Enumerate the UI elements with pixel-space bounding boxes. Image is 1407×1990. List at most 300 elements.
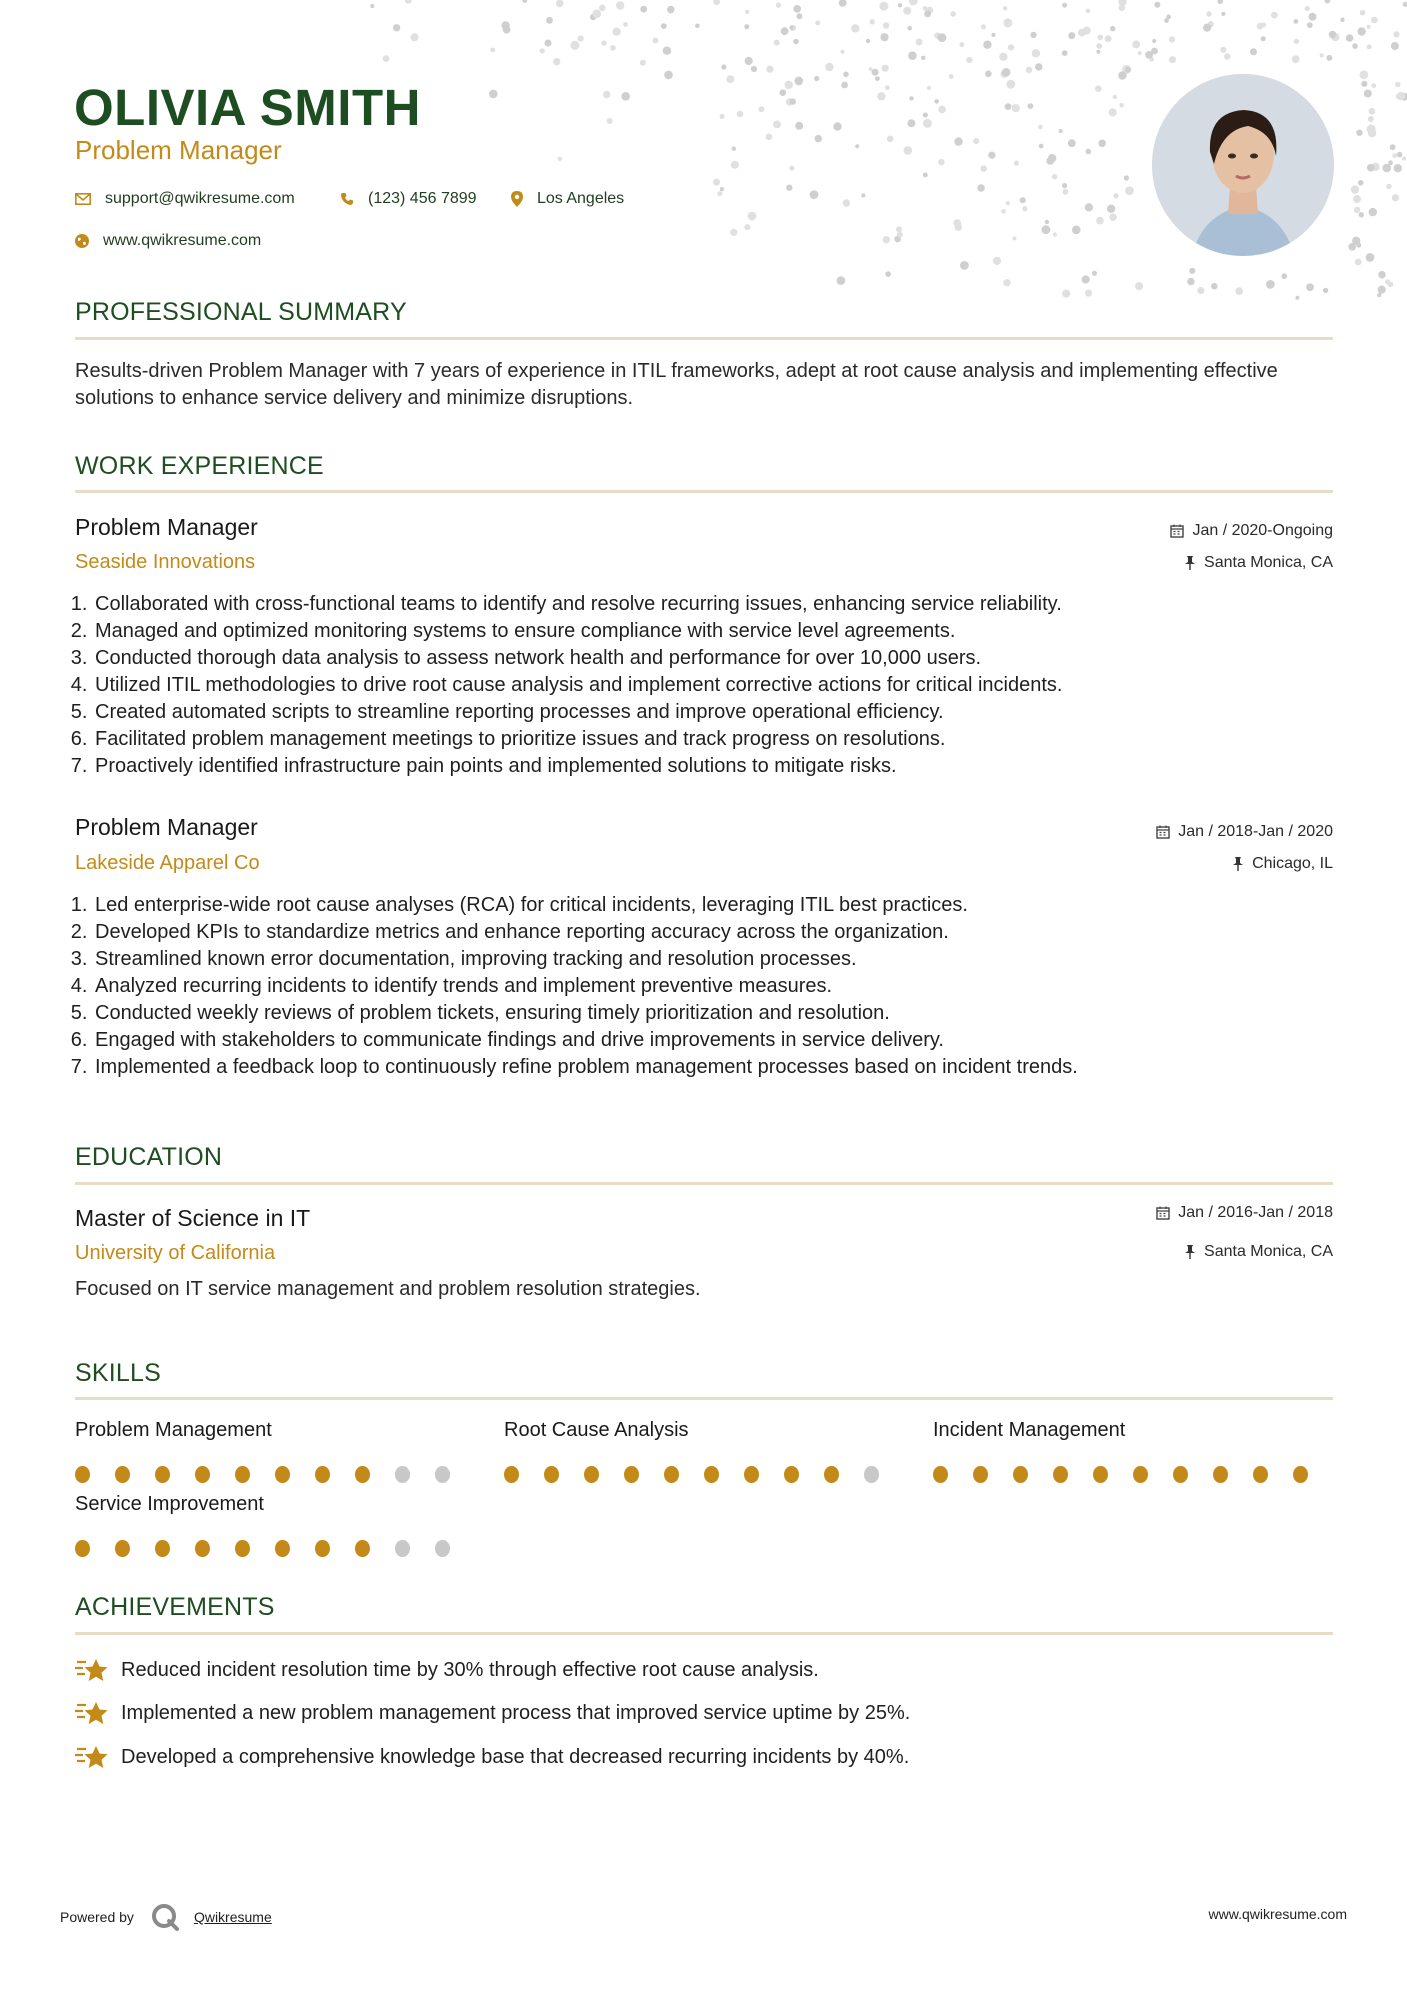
- qwikresume-logo-icon: [150, 1902, 180, 1932]
- pattern-dot: [732, 147, 736, 151]
- skill-item: [504, 1419, 904, 1483]
- rating-dot-filled: [355, 1540, 370, 1557]
- pattern-dot: [1118, 0, 1126, 6]
- pattern-dot: [745, 10, 749, 14]
- pattern-dot: [973, 138, 979, 144]
- rating-dot-filled: [235, 1466, 250, 1483]
- rating-dot-filled: [315, 1466, 330, 1483]
- pattern-dot: [623, 22, 628, 27]
- achievement-item: [75, 1743, 909, 1771]
- pattern-dot: [875, 76, 880, 81]
- pattern-dot: [851, 24, 859, 32]
- pattern-dot: [1397, 152, 1403, 158]
- education-dates: [1156, 1204, 1333, 1222]
- pattern-dot: [640, 60, 646, 66]
- job-location: [1232, 855, 1333, 873]
- pattern-dot: [1367, 25, 1371, 29]
- pattern-dot: [790, 98, 796, 104]
- pattern-dot: [1002, 68, 1011, 77]
- pattern-dot: [592, 9, 601, 18]
- pattern-dot: [1353, 195, 1361, 203]
- pattern-dot: [934, 99, 939, 104]
- pattern-dot: [1203, 24, 1211, 32]
- section-divider: [75, 1397, 1333, 1400]
- pattern-dot: [1187, 278, 1194, 285]
- pattern-dot: [1039, 144, 1044, 149]
- pattern-dot: [950, 11, 956, 17]
- pattern-dot: [663, 47, 671, 55]
- pattern-dot: [1217, 0, 1223, 4]
- rating-dot-filled: [704, 1466, 719, 1483]
- section-heading-education: EDUCATION: [75, 1143, 223, 1171]
- pattern-dot: [949, 74, 954, 79]
- pattern-dot: [578, 35, 584, 41]
- pattern-dot: [1390, 144, 1396, 150]
- bullet-item: 5. Created automated scripts to streamline reporting processes and improve operational efficiency.: [93, 699, 1062, 726]
- pattern-dot: [793, 5, 801, 13]
- phone-icon: [340, 192, 354, 206]
- bullet-item: 6. Facilitated problem management meetings to prioritize issues and track progress on resolutions.: [93, 726, 1062, 753]
- pattern-dot: [621, 92, 630, 101]
- pattern-dot: [1382, 164, 1391, 173]
- pattern-dot: [785, 81, 793, 89]
- pattern-dot: [774, 40, 780, 46]
- rating-dot-filled: [1213, 1466, 1228, 1483]
- pattern-dot: [1068, 139, 1076, 147]
- pattern-dot: [1028, 103, 1034, 109]
- pattern-dot: [1062, 290, 1070, 298]
- contact-email[interactable]: [75, 190, 295, 208]
- rating-dot-filled: [784, 1466, 799, 1483]
- pattern-dot: [1271, 12, 1278, 19]
- rating-dot-filled: [195, 1466, 210, 1483]
- pattern-dot: [720, 114, 725, 119]
- bullet-item: 7. Implemented a feedback loop to continuously refine problem management processes based on incident trends.: [93, 1054, 1078, 1081]
- skill-name: Problem Management: [75, 1419, 272, 1441]
- pattern-dot: [907, 119, 915, 127]
- pattern-dot: [1369, 208, 1377, 216]
- pattern-dot: [523, 0, 528, 3]
- rating-dot-filled: [544, 1466, 559, 1483]
- pattern-dot: [1098, 140, 1106, 148]
- pattern-dot: [1294, 39, 1299, 44]
- pattern-dot: [556, 0, 564, 7]
- pattern-dot: [661, 23, 667, 29]
- pattern-dot: [1085, 290, 1092, 297]
- job-company: Lakeside Apparel Co: [75, 852, 260, 874]
- pattern-dot: [653, 38, 659, 44]
- pattern-dot: [1211, 283, 1218, 290]
- pattern-dot: [903, 7, 911, 15]
- pattern-dot: [613, 28, 621, 36]
- pattern-dot: [1250, 48, 1257, 55]
- candidate-name: OLIVIA SMITH: [74, 79, 421, 136]
- bullet-item: 3. Streamlined known error documentation, improving tracking and resolution processes.: [93, 946, 1078, 973]
- education-degree: Master of Science in IT: [75, 1205, 311, 1231]
- rating-dot-filled: [155, 1466, 170, 1483]
- pattern-dot: [880, 33, 888, 41]
- pattern-dot: [1281, 273, 1287, 279]
- pattern-dot: [664, 71, 673, 80]
- pattern-dot: [1266, 280, 1275, 289]
- pattern-dot: [1096, 50, 1100, 54]
- pattern-dot: [1083, 27, 1091, 35]
- rating-dot-filled: [275, 1540, 290, 1557]
- rating-dot-filled: [824, 1466, 839, 1483]
- pattern-dot: [610, 45, 616, 51]
- bullet-item: 7. Proactively identified infrastructure pain points and implemented solutions to mitigate risks.: [93, 753, 1062, 780]
- rating-dot-filled: [275, 1466, 290, 1483]
- pattern-dot: [960, 261, 969, 270]
- rating-dot-filled: [1093, 1466, 1108, 1483]
- pattern-dot: [1152, 39, 1156, 43]
- pattern-dot: [1035, 63, 1042, 70]
- pattern-dot: [1169, 56, 1176, 63]
- pattern-dot: [1135, 282, 1143, 290]
- pattern-dot: [1323, 288, 1328, 293]
- pattern-dot: [959, 42, 964, 47]
- pattern-dot: [1364, 90, 1372, 98]
- pattern-dot: [841, 50, 845, 54]
- footer-site-link[interactable]: www.qwikresume.com: [1208, 1906, 1347, 1922]
- pattern-dot: [1082, 275, 1090, 283]
- bullet-item: 3. Conducted thorough data analysis to assess network health and performance for over 10,000 users.: [93, 645, 1062, 672]
- pattern-dot: [1391, 42, 1399, 50]
- pattern-dot: [1166, 15, 1171, 20]
- pattern-dot: [1042, 225, 1051, 234]
- section-divider: [75, 490, 1333, 493]
- pattern-dot: [1124, 175, 1129, 180]
- pattern-dot: [1326, 55, 1332, 61]
- footer-powered-by: [60, 1902, 272, 1932]
- pattern-dot: [1366, 253, 1375, 262]
- pattern-dot: [1340, 18, 1344, 22]
- pattern-dot: [570, 41, 579, 50]
- pattern-dot: [1306, 283, 1314, 291]
- pattern-dot: [607, 118, 613, 124]
- pattern-dot: [1125, 67, 1131, 73]
- pattern-dot: [1003, 18, 1012, 27]
- pattern-dot: [1095, 85, 1102, 92]
- bullet-item: 2. Developed KPIs to standardize metrics and enhance reporting accuracy across the organization.: [93, 919, 1078, 946]
- pattern-dot: [795, 122, 803, 130]
- pattern-dot: [1086, 149, 1092, 155]
- pattern-dot: [411, 33, 419, 41]
- bullet-item: 2. Managed and optimized monitoring systems to ensure compliance with service level agreements.: [93, 618, 1062, 645]
- pattern-dot: [553, 58, 560, 65]
- pattern-dot: [887, 136, 894, 143]
- pattern-dot: [825, 63, 833, 71]
- pattern-dot: [882, 65, 889, 72]
- skill-item: [75, 1493, 475, 1557]
- pattern-dot: [898, 3, 902, 7]
- rating-dot-filled: [75, 1466, 90, 1483]
- pattern-dot: [1368, 129, 1376, 137]
- pattern-dot: [730, 229, 737, 236]
- pattern-dot: [1378, 271, 1386, 279]
- pattern-dot: [603, 91, 610, 98]
- education-school: University of California: [75, 1242, 276, 1264]
- pattern-dot: [1001, 209, 1006, 214]
- pattern-dot: [1224, 53, 1230, 59]
- pushpin-icon: [1184, 556, 1196, 570]
- pattern-dot: [1354, 207, 1360, 213]
- rating-dot-filled: [155, 1540, 170, 1557]
- achievement-text: Reduced incident resolution time by 30% through effective root cause analysis.: [121, 1658, 819, 1681]
- contact-location: [511, 190, 624, 208]
- rating-dot-empty: [395, 1466, 410, 1483]
- pattern-dot: [916, 39, 923, 46]
- pattern-dot: [1397, 92, 1405, 100]
- education-dates-text: Jan / 2016-Jan / 2018: [1178, 1204, 1333, 1221]
- pattern-dot: [879, 2, 888, 11]
- pattern-dot: [776, 3, 781, 8]
- pattern-dot: [1395, 82, 1401, 88]
- pattern-dot: [866, 39, 870, 43]
- pattern-dot: [837, 276, 846, 285]
- pattern-dot: [1003, 6, 1007, 10]
- pattern-dot: [726, 75, 734, 83]
- map-pin-icon: [511, 191, 523, 207]
- pattern-dot: [1386, 184, 1391, 189]
- pattern-dot: [985, 71, 992, 78]
- skill-name: Root Cause Analysis: [504, 1419, 689, 1441]
- bullet-item: 5. Conducted weekly reviews of problem tickets, ensuring timely prioritization and resolution.: [93, 1000, 1078, 1027]
- pattern-dot: [991, 33, 995, 37]
- pattern-dot: [885, 85, 890, 90]
- pattern-dot: [1189, 268, 1195, 274]
- job-dates: [1156, 823, 1333, 841]
- qwikresume-link[interactable]: Qwikresume: [193, 1909, 272, 1925]
- pattern-dot: [909, 0, 918, 5]
- pattern-dot: [789, 166, 794, 171]
- skill-rating: [75, 1466, 475, 1483]
- pattern-dot: [393, 24, 400, 31]
- pattern-dot: [1096, 217, 1104, 225]
- pattern-dot: [1062, 3, 1067, 8]
- pattern-dot: [540, 48, 545, 53]
- rating-dot-empty: [864, 1466, 879, 1483]
- rating-dot-filled: [1053, 1466, 1068, 1483]
- pattern-dot: [839, 0, 847, 7]
- pattern-dot: [1369, 108, 1376, 115]
- pattern-dot: [1118, 71, 1126, 79]
- pattern-dot: [1358, 27, 1366, 35]
- pattern-dot: [780, 89, 787, 96]
- pattern-dot: [938, 159, 944, 165]
- pattern-dot: [713, 0, 720, 5]
- pattern-dot: [1402, 157, 1406, 161]
- rating-dot-filled: [1133, 1466, 1148, 1483]
- pattern-dot: [713, 179, 720, 186]
- pattern-dot: [751, 66, 757, 72]
- pattern-dot: [954, 137, 962, 145]
- education-location-text: Santa Monica, CA: [1204, 1243, 1333, 1260]
- pattern-dot: [1221, 12, 1225, 16]
- calendar-icon: [1156, 1206, 1170, 1220]
- pattern-dot: [758, 106, 764, 112]
- pattern-dot: [981, 24, 986, 29]
- pattern-dot: [870, 19, 875, 24]
- pattern-dot: [1109, 214, 1116, 221]
- pattern-dot: [766, 66, 773, 73]
- job-bullets: [72, 892, 1078, 1081]
- section-heading-achievements: ACHIEVEMENTS: [75, 1593, 275, 1621]
- pattern-dot: [640, 6, 647, 13]
- pattern-dot: [1197, 287, 1204, 294]
- section-heading-experience: WORK EXPERIENCE: [75, 452, 324, 480]
- rating-dot-filled: [1293, 1466, 1308, 1483]
- pattern-dot: [1020, 197, 1026, 203]
- pattern-dot: [841, 82, 848, 89]
- location-text: Los Angeles: [537, 190, 625, 207]
- pattern-dot: [1154, 2, 1160, 8]
- pattern-dot: [1048, 154, 1056, 162]
- rating-dot-filled: [195, 1540, 210, 1557]
- pattern-dot: [1329, 31, 1337, 39]
- pattern-dot: [983, 41, 991, 49]
- pattern-dot: [1295, 296, 1299, 300]
- pattern-dot: [1325, 0, 1331, 4]
- pattern-dot: [1377, 293, 1381, 297]
- pattern-dot: [810, 190, 819, 199]
- pattern-dot: [405, 0, 412, 4]
- pattern-dot: [1356, 243, 1361, 248]
- pattern-dot: [923, 173, 928, 178]
- job-location: [1184, 554, 1333, 572]
- contact-phone[interactable]: [340, 190, 477, 208]
- phone-text: (123) 456 7899: [368, 190, 477, 207]
- pattern-dot: [955, 224, 962, 231]
- pattern-dot: [977, 184, 985, 192]
- pattern-dot: [1360, 70, 1369, 79]
- contact-website[interactable]: [75, 232, 261, 250]
- rating-dot-filled: [584, 1466, 599, 1483]
- pattern-dot: [1393, 31, 1399, 37]
- pattern-dot: [883, 236, 890, 243]
- pattern-dot: [1220, 47, 1226, 53]
- pattern-dot: [1026, 67, 1033, 74]
- pattern-dot: [909, 96, 913, 100]
- pattern-dot: [616, 1, 624, 9]
- pattern-dot: [1367, 44, 1372, 49]
- pattern-dot: [789, 26, 793, 30]
- rating-dot-filled: [624, 1466, 639, 1483]
- pattern-dot: [988, 152, 995, 159]
- pattern-dot: [1012, 104, 1020, 112]
- section-divider: [75, 337, 1333, 340]
- rating-dot-filled: [504, 1466, 519, 1483]
- pattern-dot: [897, 232, 903, 238]
- pattern-dot: [667, 6, 675, 14]
- pattern-dot: [993, 257, 1001, 265]
- rating-dot-filled: [1013, 1466, 1028, 1483]
- powered-by-label: Powered by: [60, 1909, 134, 1925]
- section-heading-summary: PROFESSIONAL SUMMARY: [75, 298, 407, 326]
- pattern-dot: [1356, 130, 1362, 136]
- pattern-dot: [1358, 180, 1364, 186]
- pattern-dot: [766, 134, 773, 141]
- rating-dot-filled: [664, 1466, 679, 1483]
- pattern-dot: [1059, 129, 1063, 133]
- pattern-dot: [1014, 161, 1019, 166]
- pattern-dot: [1392, 153, 1397, 158]
- pattern-dot: [1367, 164, 1375, 172]
- rating-dot-empty: [435, 1466, 450, 1483]
- pattern-dot: [1052, 174, 1057, 179]
- rating-dot-empty: [435, 1540, 450, 1557]
- bullet-item: 6. Engaged with stakeholders to communicate findings and drive improvements in service delivery.: [93, 1027, 1078, 1054]
- profile-photo: [1152, 74, 1334, 256]
- pattern-dot: [1107, 205, 1115, 213]
- pattern-dot: [904, 146, 913, 155]
- pattern-dot: [1320, 53, 1324, 57]
- pattern-dot: [748, 212, 757, 221]
- pattern-dot: [1110, 26, 1115, 31]
- calendar-icon: [1156, 825, 1170, 839]
- job-location-text: Santa Monica, CA: [1204, 554, 1333, 571]
- pattern-dot: [1053, 232, 1057, 236]
- job-dates: [1170, 522, 1333, 540]
- pattern-dot: [814, 76, 819, 81]
- pattern-dot: [370, 4, 374, 8]
- pattern-dot: [796, 13, 802, 19]
- pattern-dot: [1359, 212, 1364, 217]
- pattern-dot: [927, 86, 931, 90]
- job-location-text: Chicago, IL: [1252, 855, 1333, 872]
- pattern-dot: [1096, 43, 1102, 49]
- achievement-item: [75, 1699, 910, 1727]
- pattern-dot: [1012, 236, 1016, 240]
- email-text: support@qwikresume.com: [105, 190, 295, 207]
- pattern-dot: [855, 144, 859, 148]
- pattern-dot: [1086, 9, 1091, 14]
- job-title: Problem Manager: [75, 814, 258, 840]
- pattern-dot: [1348, 243, 1356, 251]
- pattern-dot: [1062, 183, 1067, 188]
- pattern-dot: [877, 92, 885, 100]
- job-dates-text: Jan / 2020-Ongoing: [1192, 522, 1333, 539]
- pattern-dot: [1378, 286, 1386, 294]
- pattern-dot: [1355, 259, 1362, 266]
- pattern-dot: [717, 191, 722, 196]
- pattern-dot: [1030, 32, 1036, 38]
- pattern-dot: [1346, 34, 1354, 42]
- pattern-dot: [1388, 282, 1394, 288]
- pattern-dot: [885, 271, 891, 277]
- pattern-dot: [1003, 279, 1010, 286]
- pattern-dot: [1257, 23, 1264, 30]
- pattern-dot: [1292, 55, 1300, 63]
- pattern-dot: [1403, 2, 1407, 7]
- pattern-dot: [383, 55, 390, 62]
- pattern-dot: [1394, 164, 1402, 172]
- pattern-dot: [1105, 35, 1112, 42]
- pattern-dot: [545, 40, 552, 47]
- skill-item: [75, 1419, 475, 1483]
- bullet-item: 1. Collaborated with cross-functional teams to identify and resolve recurring issues, enhancing service reliability.: [93, 591, 1062, 618]
- envelope-icon: [75, 193, 91, 205]
- pattern-dot: [1261, 36, 1266, 41]
- pattern-dot: [786, 185, 792, 191]
- pattern-dot: [938, 33, 947, 42]
- section-divider: [75, 1182, 1333, 1185]
- pattern-dot: [720, 187, 724, 191]
- bullet-item: 1. Led enterprise-wide root cause analyses (RCA) for critical incidents, leveraging ITIL best practices.: [93, 892, 1078, 919]
- job-title: Problem Manager: [75, 514, 258, 540]
- rating-dot-filled: [973, 1466, 988, 1483]
- rating-dot-filled: [744, 1466, 759, 1483]
